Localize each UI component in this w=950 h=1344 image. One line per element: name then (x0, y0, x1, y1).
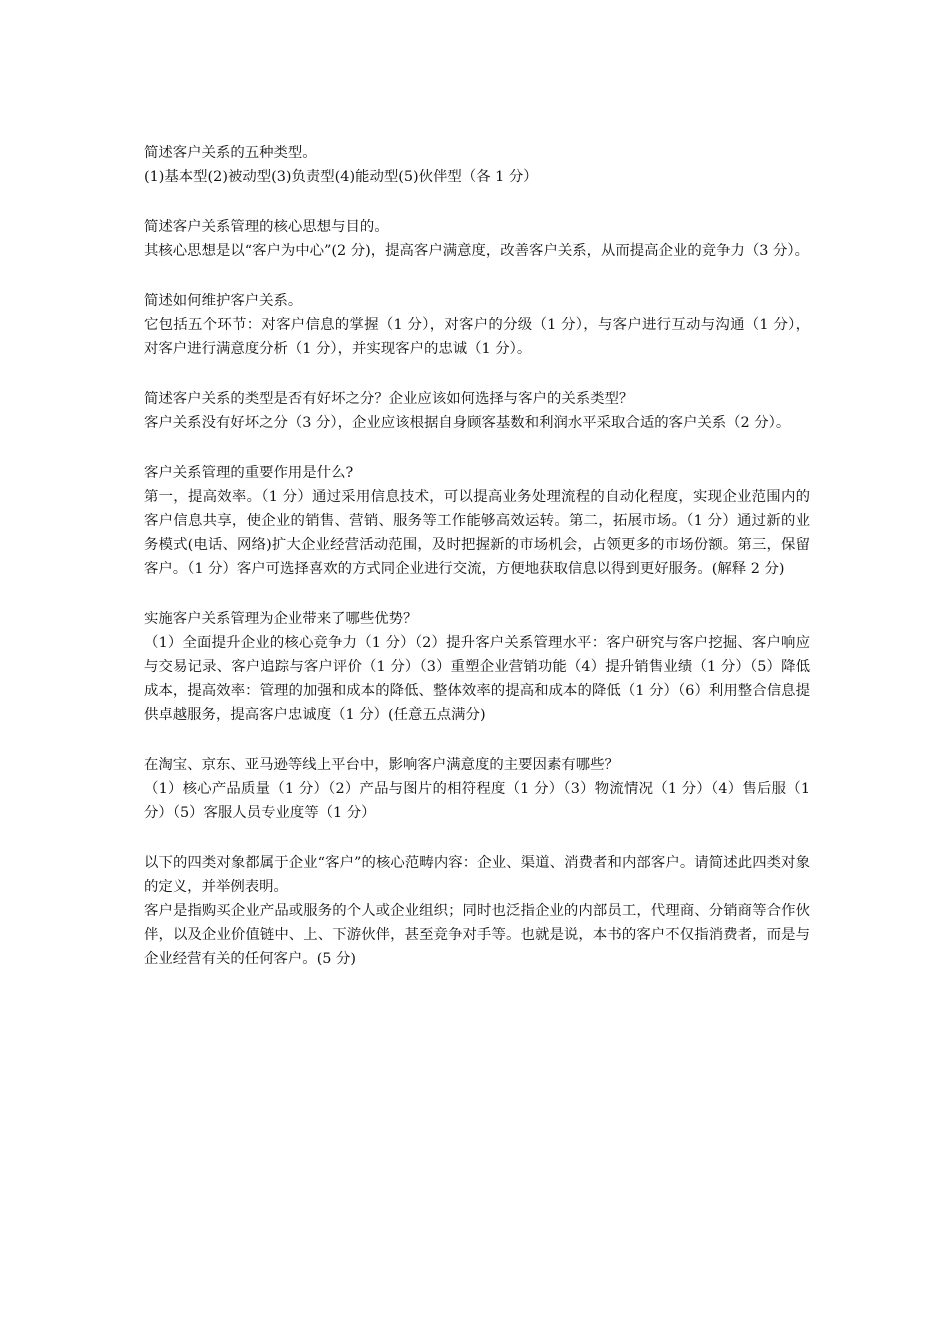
answer-text: 第一，提高效率。（1 分）通过采用信息技术，可以提高业务处理流程的自动化程度，实现企业范围内的客户信息共享，使企业的销售、营销、服务等工作能够高效运转。第二，拓展市场。（1 分）通过新的业务模式(电话、网络)扩大企业经营活动范围，及时把握新的市场机会，占领更多的市场份额。第三，保留客户。（1 分）客户可选择喜欢的方式同企业进行交流，方便地获取信息以得到更好服务。(解释 2 分) (144, 489, 810, 577)
qa-item-1 (144, 141, 810, 189)
answer-text: （1）全面提升企业的核心竞争力（1 分）（2）提升客户关系管理水平：客户研究与客户挖掘、客户响应与交易记录、客户追踪与客户评价（1 分）（3）重塑企业营销功能（4）提升销售业绩（1 分）（5）降低成本，提高效率：管理的加强和成本的降低、整体效率的提高和成本的降低（1 分）（6）利用整合信息提供卓越服务，提高客户忠诚度（1 分）(任意五点满分) (144, 635, 810, 723)
qa-item-7 (144, 753, 810, 825)
question-text: 简述客户关系的类型是否有好坏之分？企业应该如何选择与客户的关系类型？ (144, 391, 634, 407)
question-text: 简述如何维护客户关系。 (144, 293, 303, 309)
answer-text: （1）核心产品质量（1 分）（2）产品与图片的相符程度（1 分）（3）物流情况（1 分）（4）售后服（1 分）（5）客服人员专业度等（1 分） (144, 781, 810, 821)
document-page (144, 141, 810, 997)
answer-text: 其核心思想是以“客户为中心”(2 分)，提高客户满意度，改善客户关系，从而提高企业的竞争力（3 分）。 (144, 243, 810, 259)
qa-item-5 (144, 461, 810, 581)
answer-text: 客户是指购买企业产品或服务的个人或企业组织；同时也泛指企业的内部员工，代理商、分销商等合作伙伴，以及企业价值链中、上、下游伙伴，甚至竞争对手等。也就是说，本书的客户不仅指消费者，而是与企业经营有关的任何客户。(5 分) (144, 903, 810, 967)
question-text: 客户关系管理的重要作用是什么? (144, 465, 354, 481)
answer-text: 它包括五个环节：对客户信息的掌握（1 分），对客户的分级（1 分），与客户进行互动与沟通（1 分），对客户进行满意度分析（1 分），并实现客户的忠诚（1 分）。 (144, 317, 810, 357)
answer-text: 客户关系没有好坏之分（3 分），企业应该根据自身顾客基数和利润水平采取合适的客户关系（2 分）。 (144, 415, 791, 431)
qa-item-2 (144, 215, 810, 263)
qa-item-6 (144, 607, 810, 727)
question-text: 以下的四类对象都属于企业“客户”的核心范畴内容：企业、渠道、消费者和内部客户。请简述此四类对象的定义，并举例表明。 (144, 855, 810, 895)
question-text: 实施客户关系管理为企业带来了哪些优势？ (144, 611, 418, 627)
question-text: 在淘宝、京东、亚马逊等线上平台中，影响客户满意度的主要因素有哪些？ (144, 757, 619, 773)
question-text: 简述客户关系管理的核心思想与目的。 (144, 219, 389, 235)
qa-item-3 (144, 289, 810, 361)
qa-item-4 (144, 387, 810, 435)
qa-item-8 (144, 851, 810, 971)
question-text: 简述客户关系的五种类型。 (144, 145, 317, 161)
answer-text: (1)基本型(2)被动型(3)负责型(4)能动型(5)伙伴型（各 1 分） (144, 169, 538, 185)
